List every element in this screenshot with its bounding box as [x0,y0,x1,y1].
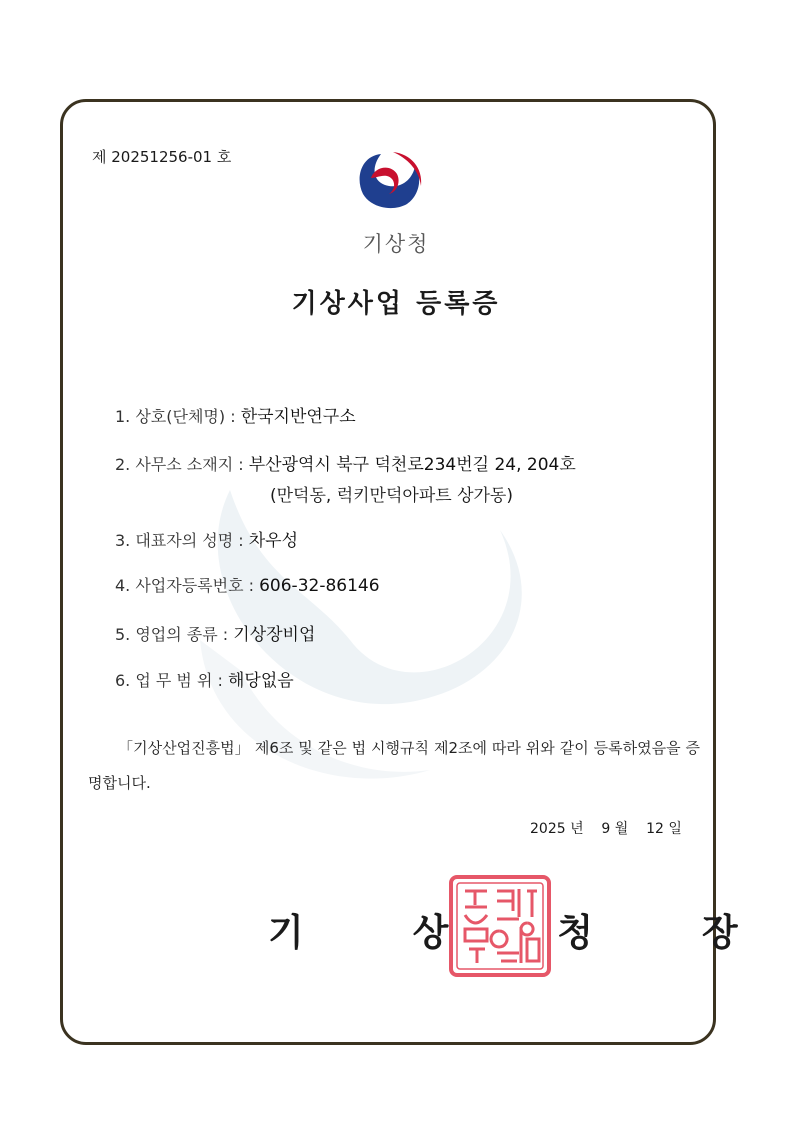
official-seal-icon [447,873,553,979]
field-business-scope [115,666,294,691]
document-number: 제 20251256-01 호 [92,148,232,166]
field-value: 606-32-86146 [259,576,380,596]
certification-statement: 「기상산업진흥법」 제6조 및 같은 법 시행규칙 제2조에 따라 위와 같이 등록하였음을 증명합니다. [88,739,700,792]
field-value: 차우성 [248,531,299,551]
government-emblem-icon [353,148,425,214]
field-trade-name [115,402,356,427]
field-label: 5. 영업의 종류 : [115,625,234,644]
organization-name: 기상청 [362,232,430,256]
field-label: 2. 사무소 소재지 : [115,455,249,474]
field-value: 해당없음 [228,671,294,691]
field-representative [115,526,298,551]
field-office-address [115,450,576,475]
field-label: 6. 업 무 범 위 : [115,671,228,690]
field-value: 한국지반연구소 [240,407,356,427]
certificate-title: 기상사업 등록증 [291,289,501,319]
field-value: 부산광역시 북구 덕천로234번길 24, 204호 [248,455,576,475]
field-label: 3. 대표자의 성명 : [115,531,249,550]
field-label: 4. 사업자등록번호 : [115,576,260,595]
field-business-registration-number [115,573,380,596]
field-label: 1. 상호(단체명) : [115,407,241,426]
field-office-address-line2: (만덕동, 럭키만덕아파트 상가동) [270,486,513,506]
field-business-type [115,620,315,645]
issuer-name: 기 상 청 장 [268,911,786,954]
issue-date: 2025 년 9 월 12 일 [530,821,682,837]
field-value: 기상장비업 [233,625,316,645]
